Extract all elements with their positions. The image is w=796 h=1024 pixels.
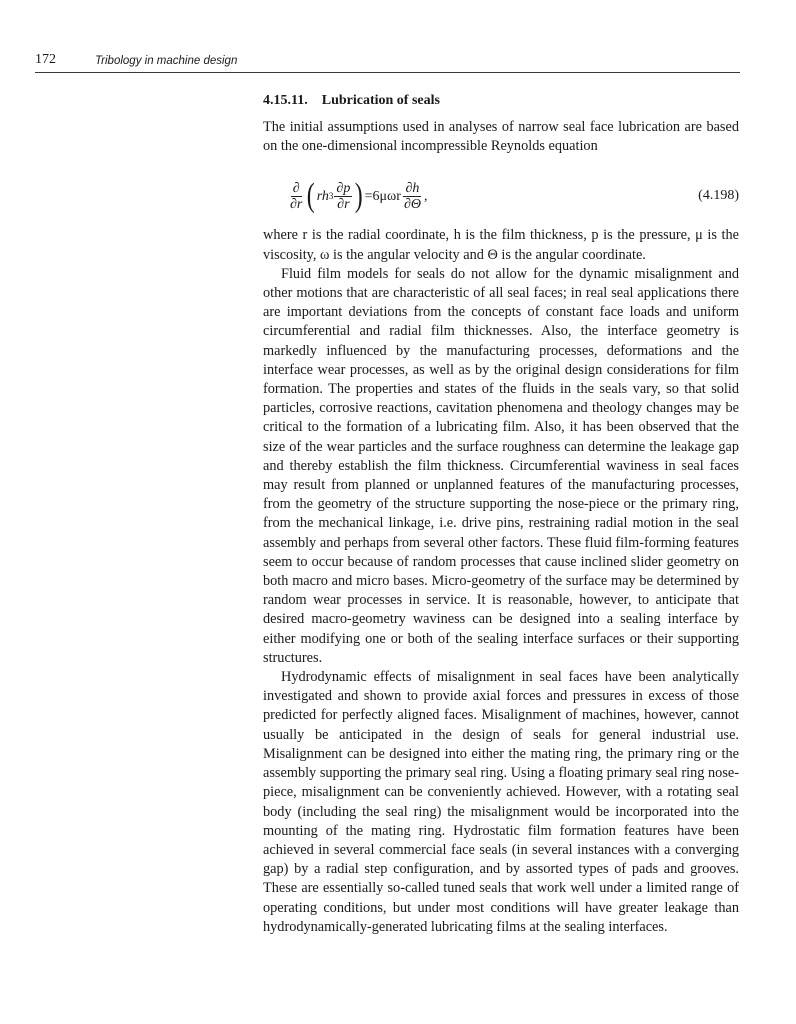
section-heading (263, 93, 440, 109)
fraction-dp-dr: $\frac{\partial p}{\partial r}$ (336, 180, 351, 212)
page-number: 172 (35, 52, 56, 67)
paragraph-hydrodynamic-effects: Hydrodynamic effects of misalignment in seal faces have been analytically investigated and shown to provide axial forces and pressures in excess of those predicted for perfectly aligned faces. Misalignment of machines, however, cannot usually be anticipated in the design of seals for general industrial use. Misalignment can be designed into either the mating ring, the primary ring or the assembly supporting the primary seal ring. Using a floating primary seal ring nose-piece, misalignment can be conveniently achieved. However, with a rotating seal body (including the seal ring) the misalignment would be incorporated into the mounting of the mating ring. Hydrostatic film formation features have been achieved in several commercial face seals (in several instances with a converging gap) by a radial step configuration, and by assorted types of pads and grooves. These are essentially so-called tuned seals that work well under a limited range of operating conditions, but under most conditions will have greater leakage than hydrodynamically-generated lubricating films at the sealing interfaces. (263, 669, 739, 935)
equation-number: (4.198) (698, 188, 739, 204)
equation-expression (287, 176, 427, 216)
intro-paragraph: The initial assumptions used in analyses of narrow seal face lubrication are based on the one-dimensional incompressible Reynolds equation (263, 119, 739, 155)
right-paren: ) (355, 177, 363, 215)
paragraph-definitions: where r is the radial coordinate, h is the film thickness, p is the pressure, μ is the viscosity, ω is the angular velocity and Θ is the angular coordinate. (263, 227, 739, 263)
fraction-d-dr: $\frac{\partial}{\partial r}$ (290, 180, 303, 212)
fraction-dh-dtheta: $\frac{\partial h}{\partial\Theta}$ (403, 180, 421, 212)
paragraph-fluid-film-models: Fluid film models for seals do not allow for the dynamic misalignment and other motions that are characteristic of all seal faces; in real seal applications there are important deviations from the concepts of constant face loads and uniform circumferential and radial film thicknesses. Also, the interface geometry is markedly influenced by the manufacturing processes, deformations and the interface wear processes, as well as by the original design considerations for film formation. The properties and states of the fluids in the seals vary, so that solid particles, corrosive reactions, cavitation phenomena and theology changes may be critical to the formation of a lubricating film. Also, it has been observed that the size of the wear particles and the surface roughness can determine the leakage gap and thereby establish the film thickness. Circumferential waviness in seal faces may result from planned or unplanned features of the manufacturing processes, from the geometry of the structure supporting the nose-piece or the primary ring, from the mechanical linkage, i.e. drive pins, restraining radial motion in the seal assembly and perhaps from several other factors. These fluid film-forming features seem to occur because of random processes that cause inclined slider geometry on both macro and micro bases. Micro-geometry of the surface may be determined by random wear processes in service. It is reasonable, however, to anticipate that desired macro-geometry waviness can be designed into a sealing interface by either modifying one or both of the sealing interface surfaces or their supporting structures. (263, 265, 739, 666)
running-head (35, 52, 740, 73)
equation-comma: , (423, 188, 428, 204)
body-text (263, 118, 739, 937)
section-number: 4.15.11. (263, 93, 308, 108)
left-paren: ( (307, 177, 316, 215)
equals-rhs: =6μωr (364, 188, 401, 204)
exponent-3: 3 (328, 190, 334, 201)
book-title: Tribology in machine design (95, 55, 238, 67)
section-title: Lubrication of seals (321, 93, 440, 108)
reynolds-equation (263, 160, 739, 224)
term-rh: rh (316, 188, 329, 204)
